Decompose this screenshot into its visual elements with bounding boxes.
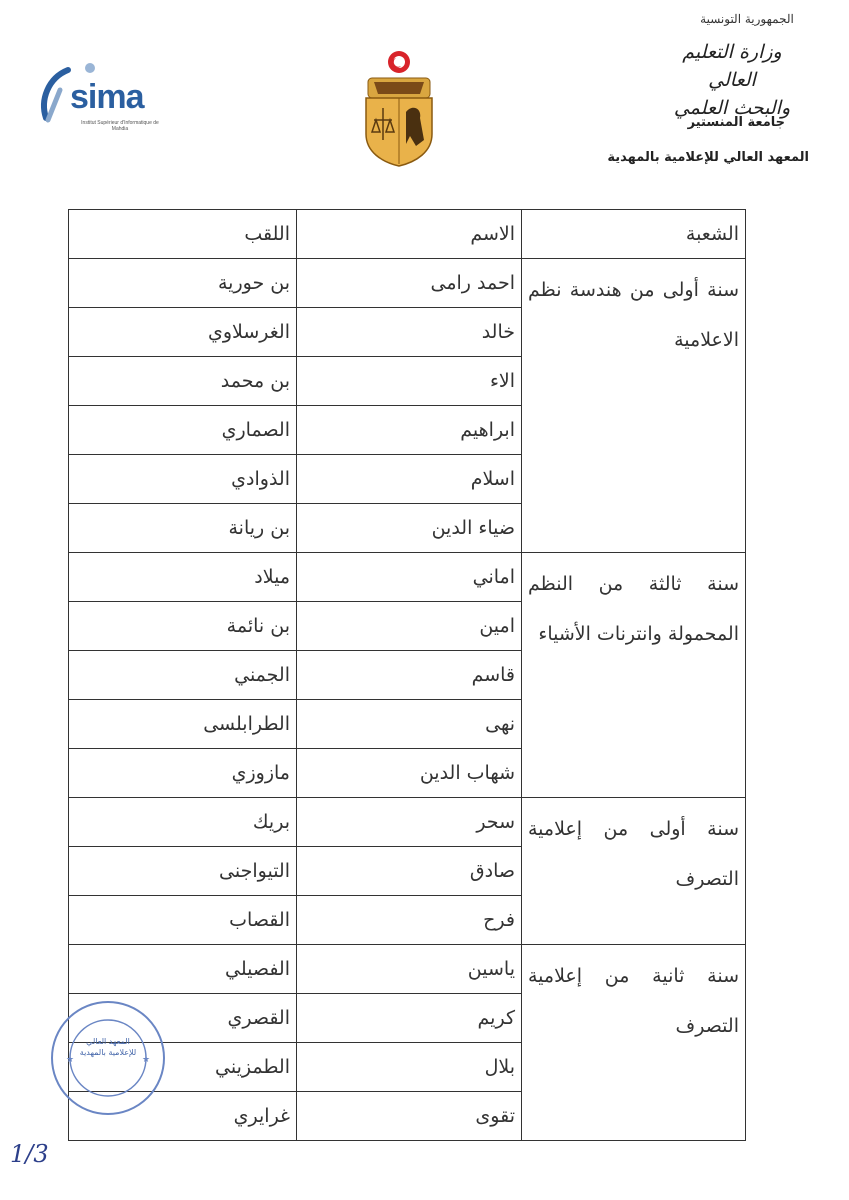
first-name-cell: ضياء الدين [297, 504, 522, 553]
students-table [68, 209, 746, 1141]
first-name-cell: ياسين [297, 945, 522, 994]
ministry-title [657, 38, 807, 122]
university-name: جامعة المنستير [687, 115, 785, 130]
logo-wordmark: sima [70, 78, 144, 116]
ministry-line-2: والبحث العلمي [673, 97, 791, 119]
first-name-cell: فرح [297, 896, 522, 945]
surname-cell: بن نائمة [69, 602, 297, 651]
ministry-line-1: وزارة التعليم العالي [682, 41, 782, 91]
header-specialty: الشعبة [522, 210, 746, 259]
specialty-cell: سنة ثانية من إعلامية التصرف [522, 945, 746, 1141]
table-header-row [69, 210, 746, 259]
table-row [69, 553, 746, 602]
surname-cell: بن حورية [69, 259, 297, 308]
surname-cell: ميلاد [69, 553, 297, 602]
first-name-cell: خالد [297, 308, 522, 357]
first-name-cell: شهاب الدين [297, 749, 522, 798]
first-name-cell: قاسم [297, 651, 522, 700]
page-number: 1/3 [10, 1140, 49, 1168]
first-name-cell: صادق [297, 847, 522, 896]
first-name-cell: احمد رامى [297, 259, 522, 308]
surname-cell: الفصيلي [69, 945, 297, 994]
surname-cell: غرايري [69, 1092, 297, 1141]
specialty-cell: سنة أولى من إعلامية التصرف [522, 798, 746, 945]
surname-cell: القصاب [69, 896, 297, 945]
first-name-cell: امين [297, 602, 522, 651]
specialty-cell: سنة ثالثة من النظم المحمولة وانترنات الأشياء [522, 553, 746, 798]
institute-name: المعهد العالي للإعلامية بالمهدية [607, 150, 809, 165]
stamp-text: المعهد العالي للإعلامية بالمهدية [79, 1037, 137, 1057]
table-row [69, 798, 746, 847]
table-row [69, 945, 746, 994]
surname-cell: الصماري [69, 406, 297, 455]
surname-cell: الغرسلاوي [69, 308, 297, 357]
surname-cell: بريك [69, 798, 297, 847]
official-stamp [48, 998, 168, 1118]
republic-title: الجمهورية التونسية [700, 12, 794, 26]
first-name-cell: اسلام [297, 455, 522, 504]
first-name-cell: تقوى [297, 1092, 522, 1141]
surname-cell: مازوزي [69, 749, 297, 798]
first-name-cell: اماني [297, 553, 522, 602]
svg-text:★: ★ [66, 1055, 75, 1065]
surname-cell: الطمزيني [69, 1043, 297, 1092]
first-name-cell: الاء [297, 357, 522, 406]
first-name-cell: نهى [297, 700, 522, 749]
surname-cell: القصري [69, 994, 297, 1043]
first-name-cell: ابراهيم [297, 406, 522, 455]
stamp-icon [48, 998, 168, 1118]
specialty-cell: سنة أولى من هندسة نظم الاعلامية [522, 259, 746, 553]
surname-cell: التيواجنى [69, 847, 297, 896]
table-row [69, 259, 746, 308]
surname-cell: الذوادي [69, 455, 297, 504]
isima-logo [38, 60, 168, 140]
first-name-cell: كريم [297, 994, 522, 1043]
tunisia-coat-of-arms-icon [360, 48, 438, 168]
surname-cell: الجمني [69, 651, 297, 700]
header-surname: اللقب [69, 210, 297, 259]
surname-cell: بن ريانة [69, 504, 297, 553]
first-name-cell: سحر [297, 798, 522, 847]
header-first-name: الاسم [297, 210, 522, 259]
students-table-container [68, 209, 745, 1141]
svg-text:★: ★ [142, 1055, 151, 1065]
surname-cell: بن محمد [69, 357, 297, 406]
surname-cell: الطرابلسى [69, 700, 297, 749]
logo-subtitle: Institut Supérieur d'Informatique de Mahdia [81, 120, 159, 132]
first-name-cell: بلال [297, 1043, 522, 1092]
